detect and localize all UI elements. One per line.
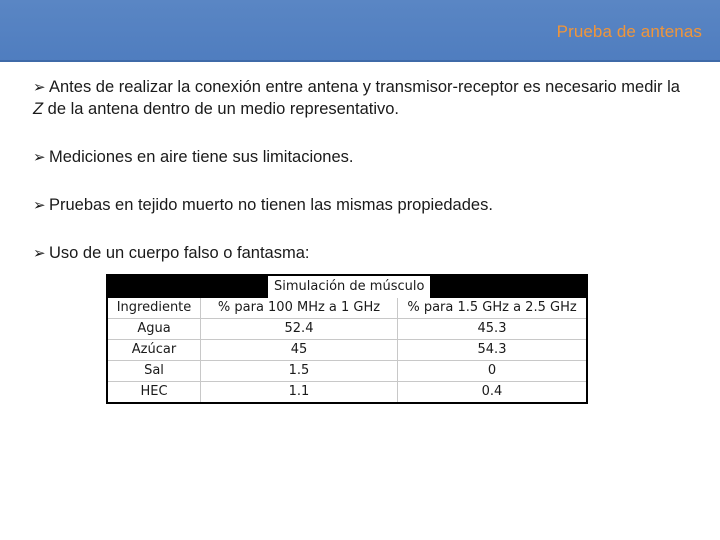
table-row xyxy=(108,382,586,403)
bullet-item xyxy=(33,76,693,120)
table-caption: Simulación de músculo xyxy=(268,276,430,298)
table-cell: 45.3 xyxy=(398,319,587,340)
bullet-list xyxy=(33,76,693,264)
header-divider xyxy=(0,60,720,62)
table-cell: Sal xyxy=(108,361,201,382)
table-cell: Azúcar xyxy=(108,340,201,361)
column-header-ingredient: Ingrediente xyxy=(108,298,201,319)
data-table xyxy=(108,298,586,402)
table-row xyxy=(108,340,586,361)
bullet-text: Pruebas en tejido muerto no tienen las mismas propiedades. xyxy=(49,196,493,214)
table-cell: Agua xyxy=(108,319,201,340)
bullet-text: Uso de un cuerpo falso o fantasma: xyxy=(49,244,310,262)
arrow-right-icon: ➢ xyxy=(33,78,46,96)
slide-title: Prueba de antenas xyxy=(556,22,702,41)
table-cell: 0 xyxy=(398,361,587,382)
table-cell: 1.1 xyxy=(201,382,398,403)
bullet-text-emphasis: Z xyxy=(33,100,44,118)
table-row xyxy=(108,319,586,340)
table-cell: 45 xyxy=(201,340,398,361)
bullet-text: de la antena dentro de un medio representativo. xyxy=(43,100,400,118)
bullet-item xyxy=(33,242,693,264)
arrow-right-icon: ➢ xyxy=(33,148,46,166)
arrow-right-icon: ➢ xyxy=(33,196,46,214)
table-header-row xyxy=(108,298,586,319)
table-caption-wrap xyxy=(200,276,586,298)
bullet-item xyxy=(33,146,693,168)
table-row xyxy=(108,361,586,382)
column-header-100mhz-1ghz: % para 100 MHz a 1 GHz xyxy=(201,298,398,319)
table-caption-row xyxy=(108,276,586,298)
arrow-right-icon: ➢ xyxy=(33,244,46,262)
column-header-1-5ghz-2-5ghz: % para 1.5 GHz a 2.5 GHz xyxy=(398,298,587,319)
bullet-text: Antes de realizar la conexión entre antena y transmisor-receptor es necesario medir la xyxy=(49,78,680,96)
table-cell: 52.4 xyxy=(201,319,398,340)
table-cell: HEC xyxy=(108,382,201,403)
bullet-text: Mediciones en aire tiene sus limitaciones. xyxy=(49,148,354,166)
bullet-item xyxy=(33,194,693,216)
muscle-simulation-table xyxy=(106,274,588,404)
table-cell: 54.3 xyxy=(398,340,587,361)
table-cell: 1.5 xyxy=(201,361,398,382)
table-cell: 0.4 xyxy=(481,384,503,399)
